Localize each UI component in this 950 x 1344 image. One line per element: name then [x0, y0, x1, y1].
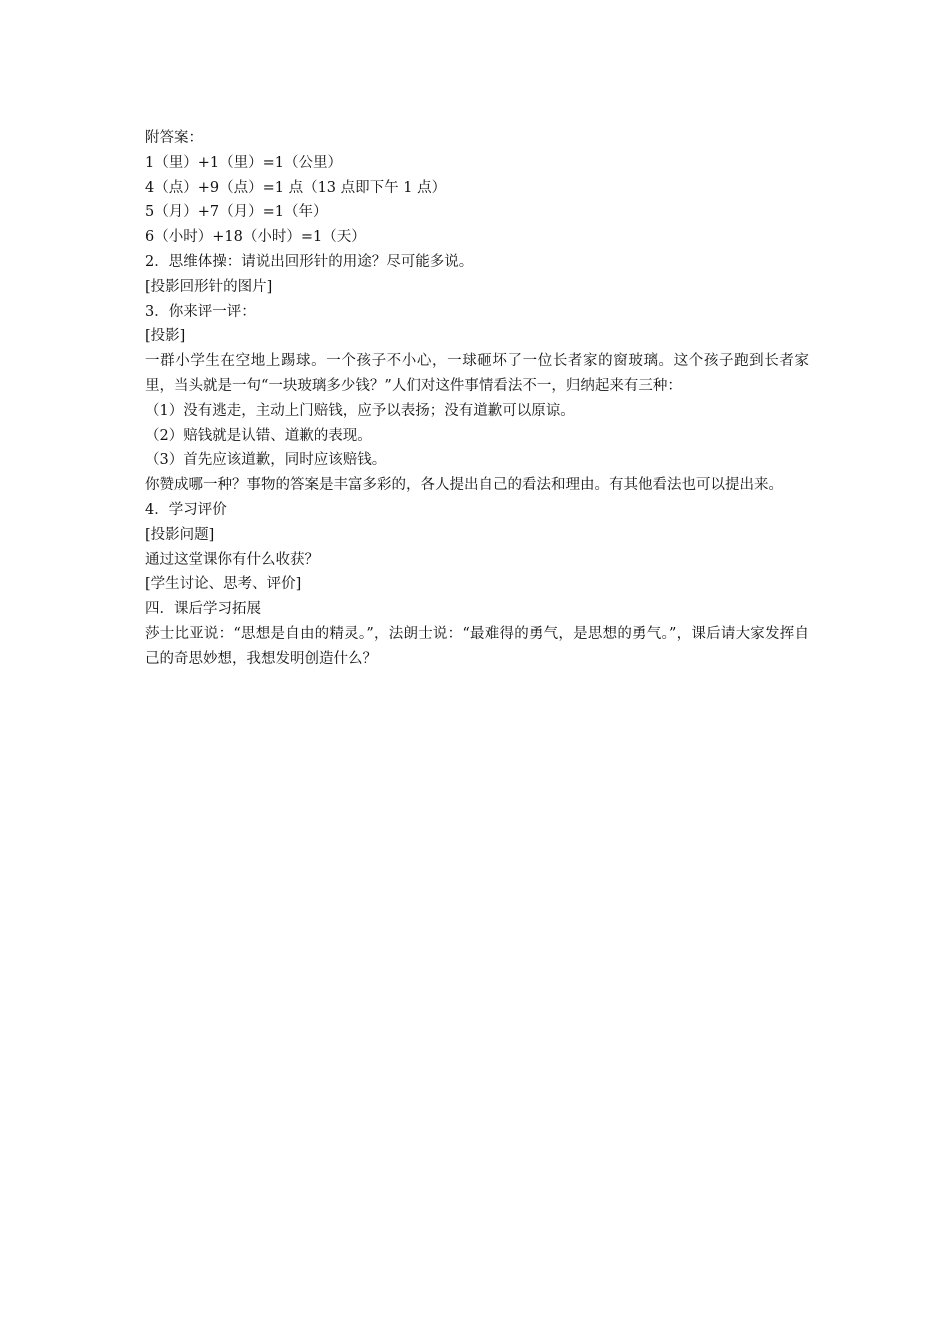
document-body — [145, 126, 809, 672]
section-2-heading: 2．思维体操：请说出回形针的用途？尽可能多说。 — [145, 253, 474, 270]
reflection-question: 通过这堂课你有什么收获？ — [145, 551, 319, 568]
option-1: （1）没有逃走，主动上门赔钱，应予以表扬；没有道歉可以原谅。 — [145, 402, 575, 419]
closing-paragraph: 莎士比亚说：“思想是自由的精灵。”，法朗士说：“最难得的勇气，是思想的勇气。”，课后请大家发挥自己的奇思妙想，我想发明创造什么？ — [145, 625, 809, 667]
projection-question-note: [投影问题] — [145, 526, 215, 543]
answer-line-3: 5（月）+7（月）=1（年） — [145, 204, 328, 221]
answer-heading: 附答案： — [145, 130, 203, 146]
section-3-heading: 3．你来评一评： — [145, 303, 256, 320]
answer-line-1: 1（里）+1（里）=1（公里） — [145, 154, 342, 171]
story-paragraph: 一群小学生在空地上踢球。一个孩子不小心，一球砸坏了一位长者家的窗玻璃。这个孩子跑到长者家里，当头就是一句“一块玻璃多少钱？”人们对这件事情看法不一，归纳起来有三种： — [145, 353, 809, 394]
option-3: （3）首先应该道歉，同时应该赔钱。 — [145, 452, 387, 469]
section-four-heading: 四．课后学习拓展 — [145, 601, 261, 618]
question-paragraph: 你赞成哪一种？事物的答案是丰富多彩的，各人提出自己的看法和理由。有其他看法也可以提出来。 — [145, 477, 783, 494]
answer-line-2: 4（点）+9（点）=1 点（13 点即下午 1 点） — [145, 179, 447, 196]
projection-note-paperclip: [投影回形针的图片] — [145, 278, 273, 295]
answer-line-4: 6（小时）+18（小时）=1（天） — [145, 229, 366, 246]
projection-note: [投影] — [145, 328, 186, 345]
option-2: （2）赔钱就是认错、道歉的表现。 — [145, 427, 372, 444]
section-4-heading: 4．学习评价 — [145, 501, 227, 518]
student-activity-note: [学生讨论、思考、评价] — [145, 576, 302, 593]
